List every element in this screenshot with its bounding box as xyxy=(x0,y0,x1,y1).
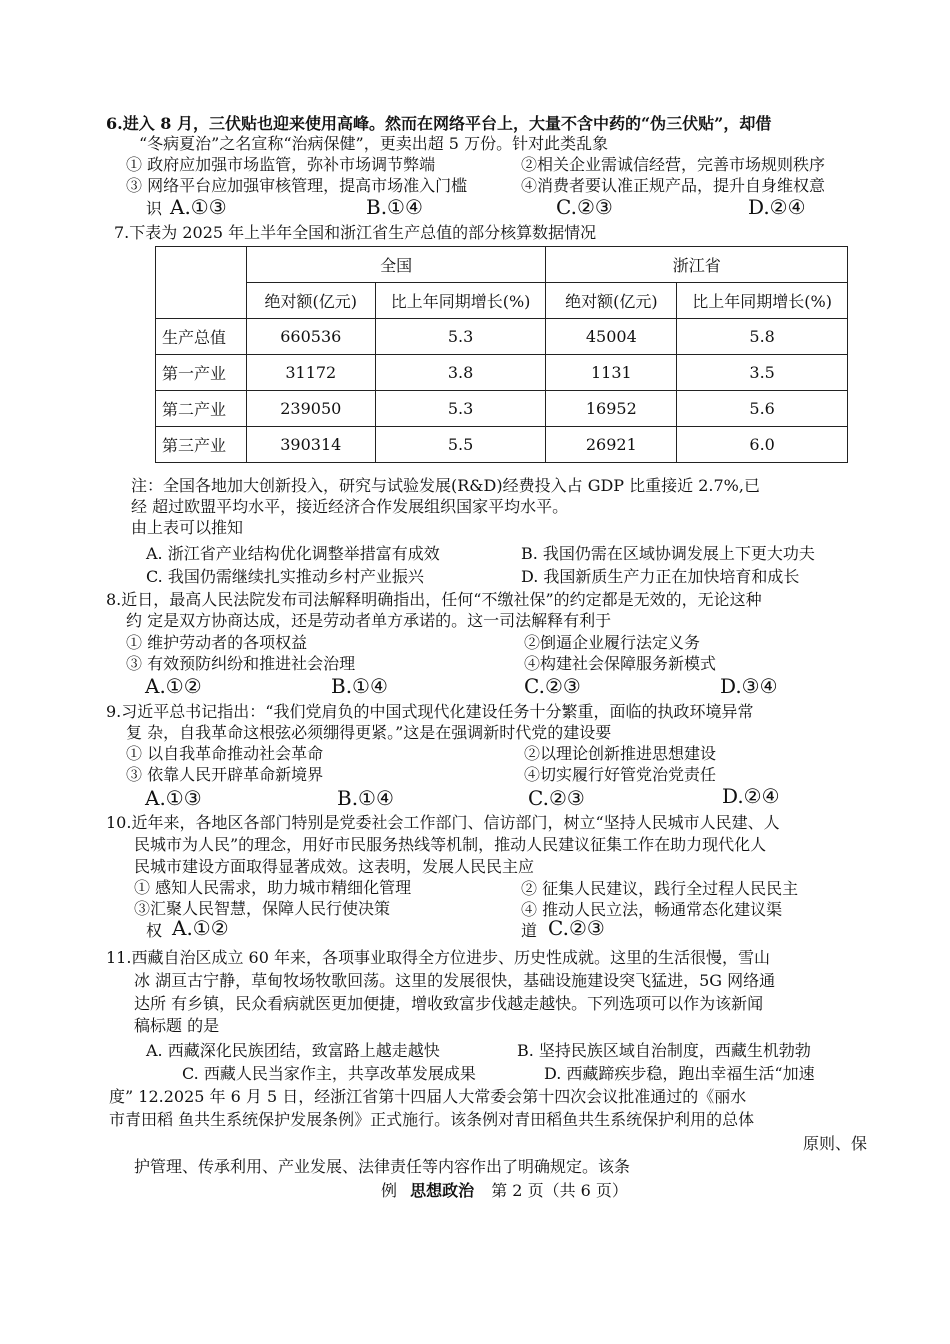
q6-choice-b: B.①④ xyxy=(366,195,423,219)
cell: 5.5 xyxy=(375,427,546,463)
cell: 1131 xyxy=(546,355,677,391)
q12-stem-line4: 护管理、传承利用、产业发展、法律责任等内容作出了明确规定。该条 xyxy=(134,1157,631,1176)
q6-choice-c: C.②③ xyxy=(556,195,613,219)
q7-choice-b: B. 我国仍需在区域协调发展上下更大功夫 xyxy=(521,544,815,563)
row-label: 第二产业 xyxy=(156,391,247,427)
cell: 390314 xyxy=(246,427,375,463)
q9-stem-line1: 9.习近平总书记指出：“我们党肩负的中国式现代化建设任务十分繁重，面临的执政环境异常 xyxy=(106,702,754,721)
cell: 5.8 xyxy=(677,319,848,355)
q8-stem-line1: 8.近日，最高人民法院发布司法解释明确指出，任何“不缴社保”的约定都是无效的，无论这种 xyxy=(106,590,762,609)
header-zhejiang: 浙江省 xyxy=(546,247,848,283)
row-label: 第一产业 xyxy=(156,355,247,391)
q10-option-3: ③汇聚人民智慧，保障人民行使决策 xyxy=(134,899,391,918)
q10-choice-c: C.②③ xyxy=(548,916,605,940)
q10-stem-line2: 民城市为人民”的理念，用好市民服务热线等机制，推动人民建议征集工作在助力现代化人 xyxy=(134,835,767,854)
cell: 26921 xyxy=(546,427,677,463)
q10-stem-line3: 民城市建设方面取得显著成效。这表明，发展人民民主应 xyxy=(134,857,535,876)
subheader-zhejiang-growth: 比上年同期增长(%) xyxy=(677,283,848,319)
table-row xyxy=(156,319,848,355)
q12-stem-line1: 度” 12.2025 年 6 月 5 日，经浙江省第十四届人大常委会第十四次会议批准通过的《丽水 xyxy=(109,1087,747,1106)
q6-stem-line2: “冬病夏治”之名宣称“治病保健”，更卖出超 5 万份。针对此类乱象 xyxy=(139,134,609,153)
q11-choice-d: D. 西藏蹄疾步稳，跑出幸福生活“加速 xyxy=(544,1064,815,1083)
q10-option-2: ② 征集人民建议，践行全过程人民民主 xyxy=(521,879,799,898)
row-label: 生产总值 xyxy=(156,319,247,355)
q6-option-1: ① 政府应加强市场监管，弥补市场调节弊端 xyxy=(126,155,436,174)
q11-choice-b: B. 坚持民族区域自治制度，西藏生机勃勃 xyxy=(517,1041,811,1060)
table-row xyxy=(156,391,848,427)
q11-stem-line3: 达所 有乡镇，民众看病就医更加便捷，增收致富步伐越走越快。下列选项可以作为该新闻 xyxy=(134,994,764,1013)
q11-choice-a: A. 西藏深化民族团结，致富路上越走越快 xyxy=(146,1041,440,1060)
row-label: 第三产业 xyxy=(156,427,247,463)
q9-choice-b: B.①④ xyxy=(337,786,394,810)
cell: 45004 xyxy=(546,319,677,355)
q9-choice-a: A.①③ xyxy=(145,786,202,810)
q6-option-4: ④消费者要认准正规产品，提升自身维权意 xyxy=(521,176,826,195)
q10-option-4: ④ 推动人民立法，畅通常态化建议渠 xyxy=(521,900,783,919)
cell: 6.0 xyxy=(677,427,848,463)
cell: 5.3 xyxy=(375,319,546,355)
q8-option-3: ③ 有效预防纠纷和推进社会治理 xyxy=(126,654,356,673)
q10-option-4-cont: 道 xyxy=(521,921,538,940)
q8-stem-line2: 约 定是双方协商达成，还是劳动者单方承诺的。这一司法解释有利于 xyxy=(126,611,612,630)
cell: 660536 xyxy=(246,319,375,355)
q9-stem-line2: 复 杂，自我革命这根弦必须绷得更紧。”这是在强调新时代党的建设要 xyxy=(126,723,612,742)
q8-choice-d: D.③④ xyxy=(720,674,778,698)
q9-option-4: ④切实履行好管党治党责任 xyxy=(524,765,717,784)
q11-stem-line2: 冰 湖亘古宁静，草甸牧场牧歌回荡。这里的发展很快，基础设施建设突飞猛进，5G 网络通 xyxy=(134,971,776,990)
q12-stem-line3: 原则、保 xyxy=(803,1134,868,1153)
q10-option-1: ① 感知人民需求，助力城市精细化管理 xyxy=(134,878,412,897)
q9-option-2: ②以理论创新推进思想建设 xyxy=(524,744,717,763)
q7-note-line2: 经 超过欧盟平均水平，接近经济合作发展组织国家平均水平。 xyxy=(131,497,569,516)
q9-option-1: ① 以自我革命推动社会革命 xyxy=(126,744,324,763)
table-row xyxy=(156,427,848,463)
q11-stem-line4: 稿标题 的是 xyxy=(134,1016,220,1035)
gdp-table xyxy=(155,246,848,463)
q10-choice-a: A.①② xyxy=(172,916,229,940)
q6-stem-line1: 6.进入 8 月，三伏贴也迎来使用高峰。然而在网络平台上，大量不含中药的“伪三伏贴”，却借 xyxy=(106,114,772,133)
q10-stem-line1: 10.近年来，各地区各部门特别是党委社会工作部门、信访部门，树立“坚持人民城市人民建、人 xyxy=(106,813,780,832)
cell: 3.5 xyxy=(677,355,848,391)
q6-option-3: ③ 网络平台应加强审核管理，提高市场准入门槛 xyxy=(126,176,468,195)
q8-choice-b: B.①④ xyxy=(331,674,388,698)
q9-choice-c: C.②③ xyxy=(528,786,585,810)
subheader-national-amount: 绝对额(亿元) xyxy=(246,283,375,319)
footer-subject: 思想政治 xyxy=(410,1181,475,1200)
q6-option-2: ②相关企业需诚信经营，完善市场规则秩序 xyxy=(521,155,826,174)
q7-choice-d: D. 我国新质生产力正在加快培育和成长 xyxy=(521,567,800,586)
q8-choice-a: A.①② xyxy=(145,674,202,698)
q7-choice-c: C. 我国仍需继续扎实推动乡村产业振兴 xyxy=(146,567,424,586)
q8-option-4: ④构建社会保障服务新模式 xyxy=(524,654,717,673)
header-national: 全国 xyxy=(246,247,546,283)
q11-choice-c: C. 西藏人民当家作主，共享改革发展成果 xyxy=(182,1064,476,1083)
q6-option-4-cont: 识 xyxy=(146,199,163,218)
q8-option-2: ②倒逼企业履行法定义务 xyxy=(524,633,701,652)
q7-stem: 7.下表为 2025 年上半年全国和浙江省生产总值的部分核算数据情况 xyxy=(114,223,597,242)
table-corner xyxy=(156,247,247,319)
cell: 239050 xyxy=(246,391,375,427)
q10-option-3-cont: 权 xyxy=(146,921,163,940)
q9-choice-d: D.②④ xyxy=(722,784,780,808)
page-footer xyxy=(381,1181,628,1201)
q9-option-3: ③ 依靠人民开辟革命新境界 xyxy=(126,765,324,784)
q7-infer: 由上表可以推知 xyxy=(131,518,244,537)
table-row xyxy=(156,355,848,391)
footer-prefix: 例 xyxy=(381,1181,398,1200)
cell: 31172 xyxy=(246,355,375,391)
q7-choice-a: A. 浙江省产业结构优化调整举措富有成效 xyxy=(146,544,440,563)
cell: 16952 xyxy=(546,391,677,427)
q8-choice-c: C.②③ xyxy=(524,674,581,698)
q8-option-1: ① 维护劳动者的各项权益 xyxy=(126,633,308,652)
cell: 5.3 xyxy=(375,391,546,427)
q7-note-line1: 注：全国各地加大创新投入，研究与试验发展(R&D)经费投入占 GDP 比重接近 2.7%,已 xyxy=(131,476,760,495)
q6-choice-a: A.①③ xyxy=(170,195,227,219)
q11-stem-line1: 11.西藏自治区成立 60 年来，各项事业取得全方位进步、历史性成就。这里的生活很慢，雪山 xyxy=(106,948,770,967)
subheader-zhejiang-amount: 绝对额(亿元) xyxy=(546,283,677,319)
subheader-national-growth: 比上年同期增长(%) xyxy=(375,283,546,319)
footer-page-number: 第 2 页（共 6 页） xyxy=(491,1181,628,1200)
q12-stem-line2: 市青田稻 鱼共生系统保护发展条例》正式施行。该条例对青田稻鱼共生系统保护利用的总体 xyxy=(109,1110,755,1129)
q6-choice-d: D.②④ xyxy=(748,195,806,219)
cell: 5.6 xyxy=(677,391,848,427)
cell: 3.8 xyxy=(375,355,546,391)
